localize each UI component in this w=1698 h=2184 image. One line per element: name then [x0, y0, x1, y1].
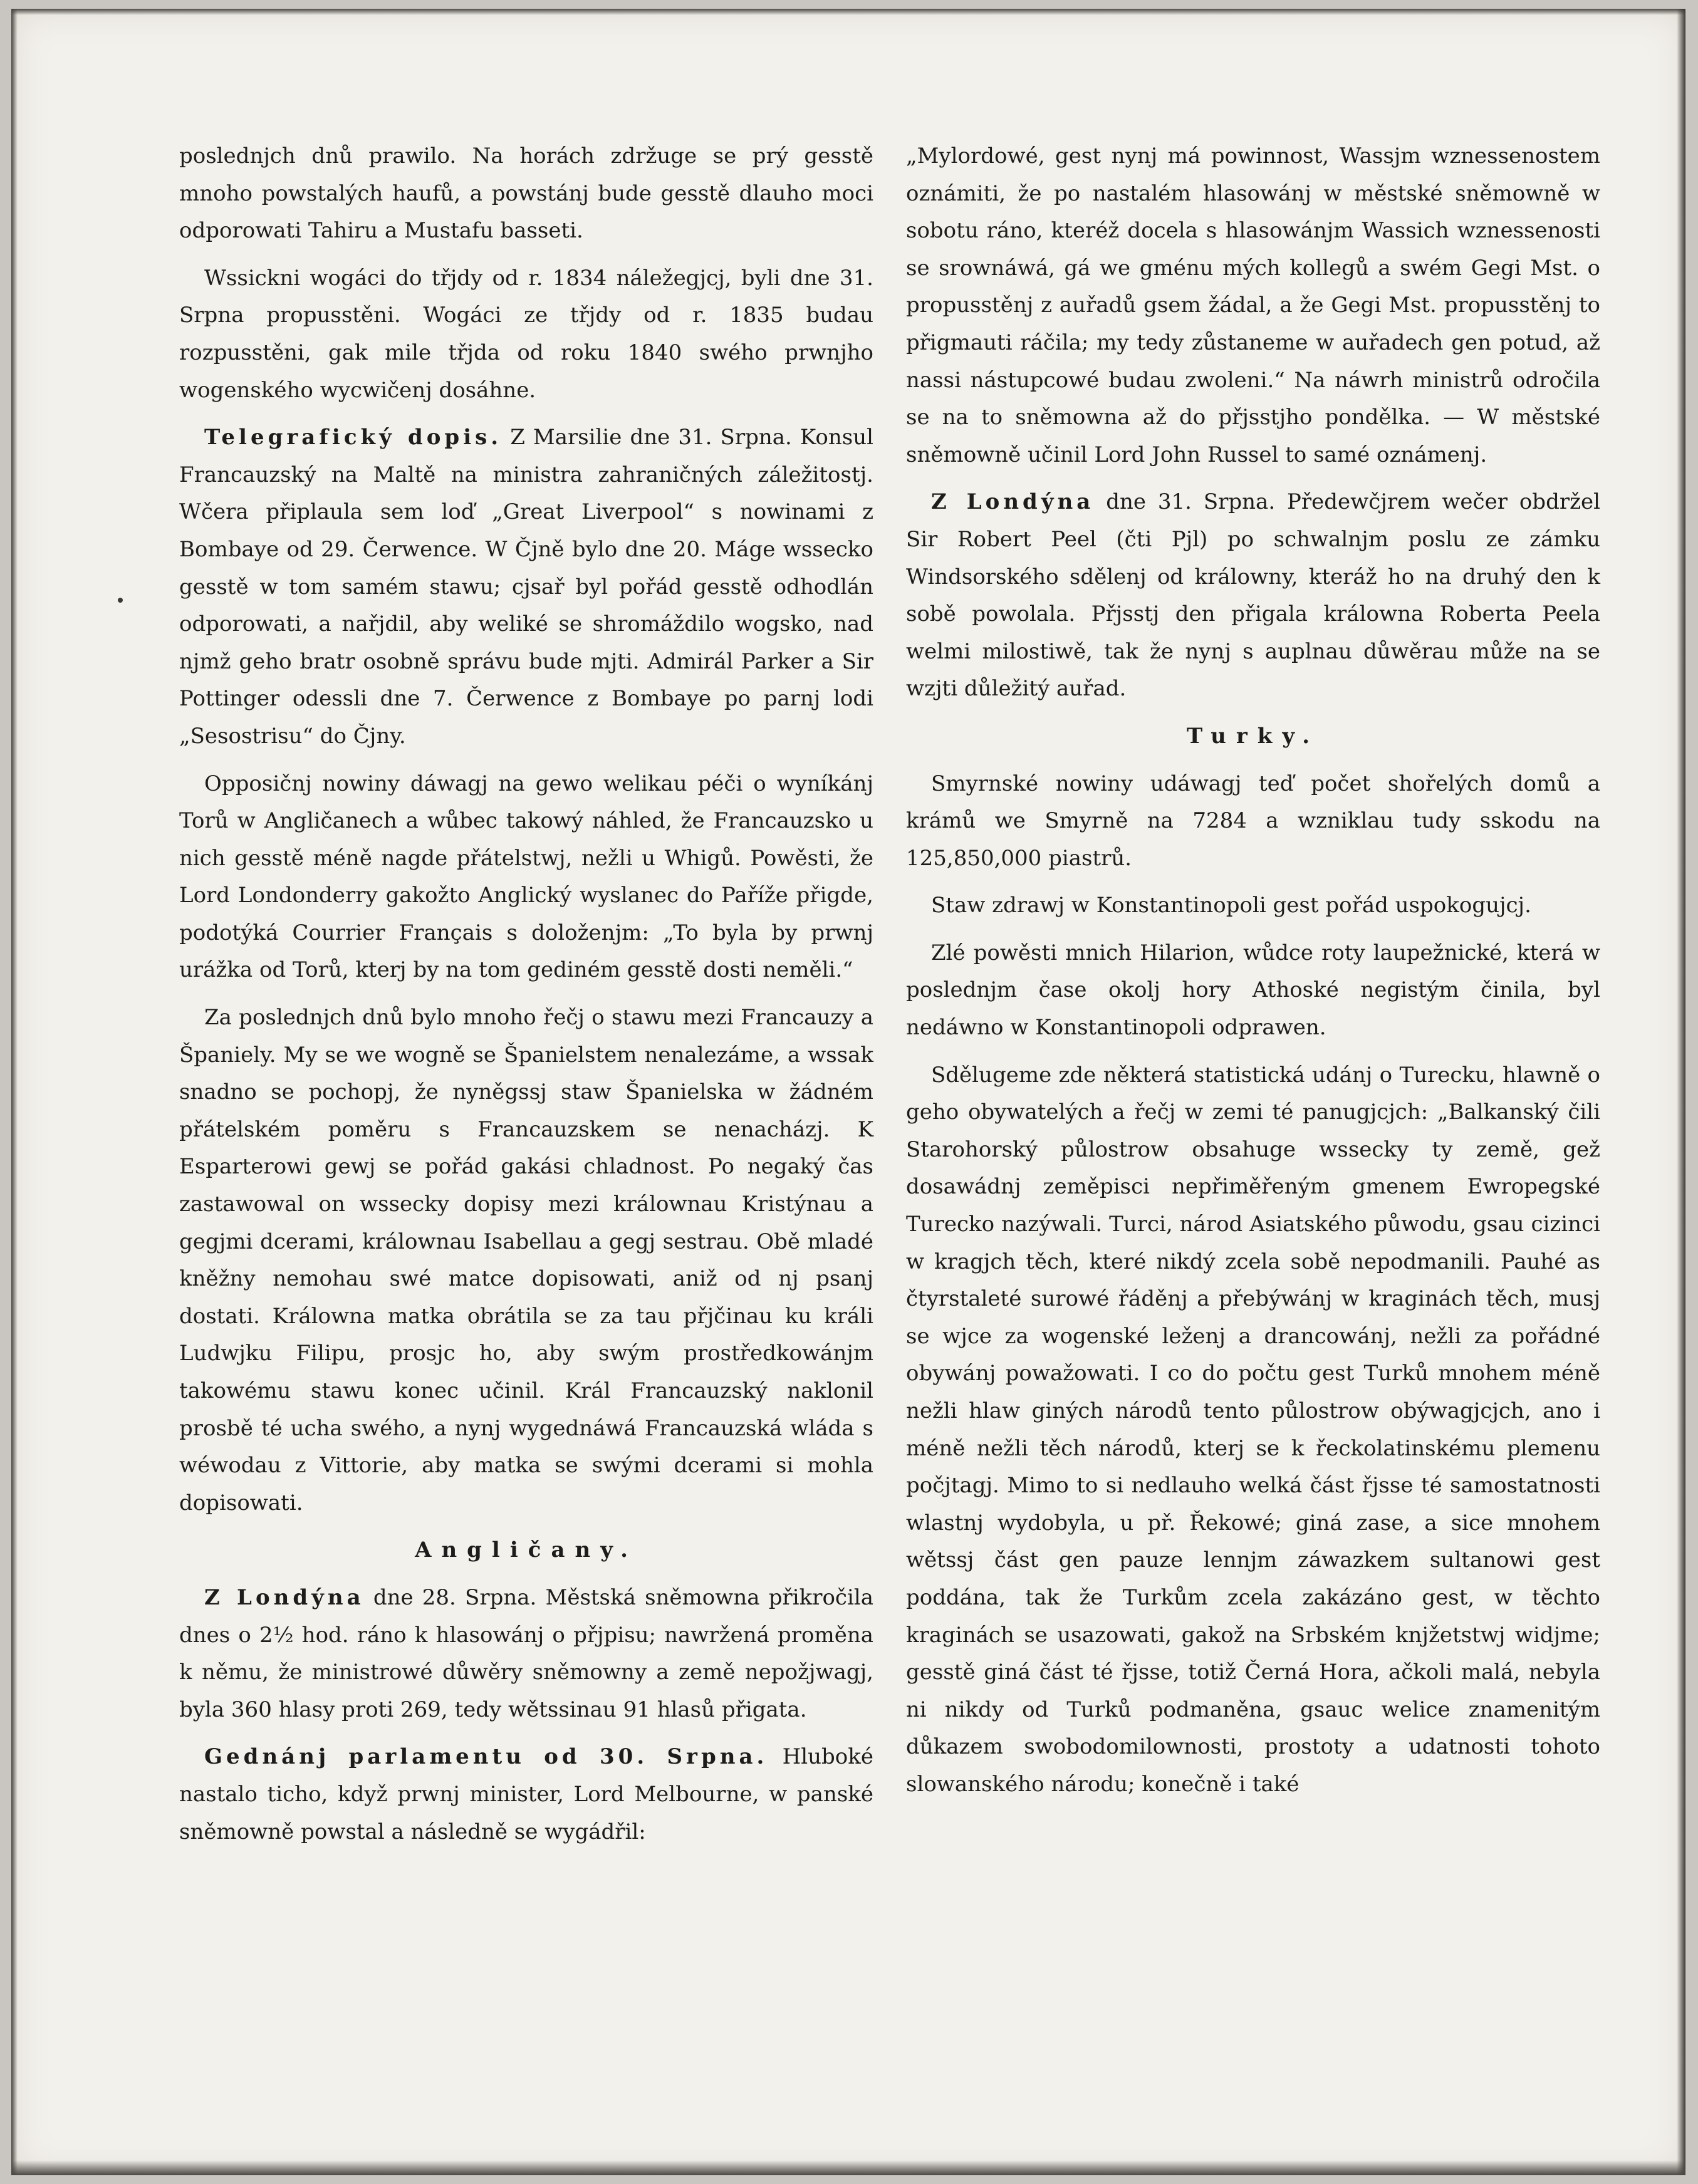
paragraph-staw: Staw zdrawj w Konstantinopoli gest pořád uspokogujcj. — [931, 893, 1531, 918]
paragraph-london-31 — [906, 484, 1600, 708]
right-column — [906, 138, 1600, 1814]
section-heading-anglicany: Angličany. — [415, 1537, 638, 1563]
paragraph-intro: poslednjch dnů prawilo. Na horách zdržuge se prý gesstě mnoho powstalých haufů, a powstánj bude gesstě dlauho moci odporowati Tahiru a Mustafu basseti. — [179, 143, 873, 244]
paragraph-sdelugeme: Sdělugeme zde některá statistická udánj o Turecku, hlawně o geho obywatelých a řečj w zemi té panugjcjch: „Balkanský čili Starohorský půlostrow obsahuge wssecky ty země, gež dosawádnj zeměpisci nepřiměřeným gmenem Ewropegské Turecko nazýwali. Turci, národ Asiatského půwodu, gsau cizinci w kragjch těch, které nikdý zcela sobě nepodmanili. Pauhé as čtyrstaleté surowé řáděnj a přebýwánj w kraginách těch, musj se wjce za wogenské leženj a drancowánj, nežli za pořádné obywánj powažowati. I co do počtu gest Turků mnohem méně nežli hlaw giných národů tento půlostrow obýwagjcjch, ano i méně nežli těch národů, kterj se k řeckolatinskému plemenu počjtagj. Mimo to si nedlauho welká část řjsse té samostatnosti wlastnj wydobyla, u př. Řekowé; giná zase, a sice mnohem wětssj část gen pauze lennjm záwazkem sultanowi gest poddána, tak že Turkům zcela zakázáno gest, w těchto kraginách se usazowati, gakož na Srbském knjžetstwj widjme; gesstě giná část té řjsse, totiž Černá Hora, ačkoli malá, nebyla ni nikdy od Turků podmaněna, gsauc welice znamenitým důkazem swobodomilownosti, prostoty a udatnosti tohoto slowanského národu; konečně i také — [906, 1062, 1600, 1797]
paragraph-hilarion: Zlé powěsti mnich Hilarion, wůdce roty laupežnické, která w poslednjm čase okolj hory Athoské negistým činila, byl nedáwno w Konstantinopoli odprawen. — [906, 940, 1600, 1041]
scan-edge-right — [1677, 9, 1685, 2175]
telegraf-body: Z Marsilie dne 31. Srpna. Konsul Francauzský na Maltě na ministra zahraničných záležitostj. Wčera připlaula sem loď „Great Liverpool“ s nowinami z Bombaye od 29. Čerwence. W Čjně bylo dne 20. Máge wssecko gesstě w tom samém stawu; cjsař byl pořád gesstě odhodlán odporowati, a nařjdil, aby weliké se shromáždilo wogsko, nad njmž geho bratr osobně správu bude mjti. Admirál Parker a Sir Pottinger odessli dne 7. Čerwence z Bombaye po parnj lodi „Sesostrisu“ do Čjny. — [179, 425, 873, 749]
paragraph-parlament — [179, 1739, 873, 1851]
paragraph-london-28 — [179, 1579, 873, 1729]
section-heading-turky: Turky. — [1186, 723, 1320, 749]
london-31-body: dne 31. Srpna. Předewčjrem wečer obdržel Sir Robert Peel (čti Pjl) po schwalnjm poslu ze zámku Windsorského sdělenj od králowny, kteráž ho na druhý den k sobě powolala. Přjsstj den přigala králowna Roberta Peela welmi milostiwě, tak že nynj s auplnau důwěrau může na se wzjti důležitý auřad. — [906, 489, 1601, 702]
london-28-body: dne 28. Srpna. Městská sněmowna přikročila dnes o 2½ hod. ráno k hlasowánj o přjpisu; nawržená proměna k němu, že ministrowé důwěry sněmowny a země nepožjwagj, byla 360 hlasy proti 269, tedy wětssinau 91 hlasů přigata. — [179, 1584, 873, 1722]
paragraph-spanely: Za poslednjch dnů bylo mnoho řečj o stawu mezi Francauzy a Španiely. My se we wogně se Španielstem nenalezáme, a wssak snadno se pochopj, že nyněgssj staw Španielska w žádném přátelském poměru s Francauzskem se nenacházj. K Esparterowi gewj se pořád gakási chladnost. Po negaký čas zastawowal on wssecky dopisy mezi králownau Kristýnau a gegjmi dcerami, králownau Isabellau a gegj sestrau. Obě mladé kněžny nemohau swé matce dopisowati, aniž od nj psanj dostati. Králowna matka obrátila se za tau přjčinau ku králi Ludwjku Filipu, prosjc ho, aby swým prostředkowánjm takowému stawu konec učinil. Král Francauzský naklonil prosbě té ucha swého, a nynj wygednáwá Francauzská wláda s wéwodau z Vittorie, aby matka se swými dcerami si mohla dopisowati. — [179, 1005, 873, 1516]
paragraph-wogaci: Wssickni wogáci do třjdy od r. 1834 náležegjcj, byli dne 31. Srpna propusstěni. Wogáci ze třjdy od r. 1835 budau rozpusstěni, gak mile třjda od roku 1840 swého prwnjho wogenského wycwičenj dosáhne. — [179, 265, 873, 403]
paragraph-telegraf — [179, 419, 873, 755]
newspaper-page — [11, 9, 1685, 2175]
paragraph-mylordowe: „Mylordowé, gest nynj má powinnost, Wassjm wznessenostem oznámiti, že po nastalém hlasowánj w městské sněmowně w sobotu ráno, kteréž docela s hlasowánjm Wassich wznessenosti se srownáwá, gá we gménu mých kollegů a swém Gegi Mst. o propusstěnj z auřadů gsem žádal, a že Gegi Mst. propusstěnj to přigmauti ráčila; my tedy zůstaneme w auřadech gen potud, až nassi nástupcowé budau zwoleni.“ Na náwrh ministrů odročila se na to sněmowna až do přjsstjho pondělka. — W městské sněmowně učinil Lord John Russel to samé oznámenj. — [906, 143, 1600, 467]
parlament-body: Hluboké nastalo ticho, když prwnj minister, Lord Melbourne, w panské sněmowně powstal a následně se wygádřil: — [179, 1744, 874, 1844]
ink-speck — [118, 598, 123, 603]
paragraph-oposicni: Opposičnj nowiny dáwagj na gewo welikau péči o wyníkánj Torů w Angličanech a wůbec takowý náhled, že Francauzsko u nich gesstě méně nagde přátelstwj, nežli u Whigů. Powěsti, že Lord Londonderry gakožto Anglický wyslanec do Paříže přigde, podotýká Courrier Français s doloženjm: „To byla by prwnj urážka od Torů, kterj by na tom gediném gesstě dosti neměli.“ — [179, 771, 873, 983]
scan-edge-top — [11, 9, 1685, 15]
scan-edge-bottom — [11, 2160, 1685, 2175]
left-column — [179, 138, 873, 1861]
london-28-lead: Z Londýna — [204, 1584, 365, 1610]
scan-edge-left — [11, 9, 18, 2175]
telegraf-lead: Telegrafický dopis. — [204, 425, 503, 450]
parlament-lead: Gednánj parlamentu od 30. Srpna. — [204, 1744, 768, 1770]
paragraph-smyrna: Smyrnské nowiny udáwagj teď počet shořelých domů a krámů we Smyrně na 7284 a wzniklau tudy sskodu na 125,850,000 piastrů. — [906, 771, 1600, 871]
london-31-lead: Z Londýna — [931, 489, 1095, 515]
